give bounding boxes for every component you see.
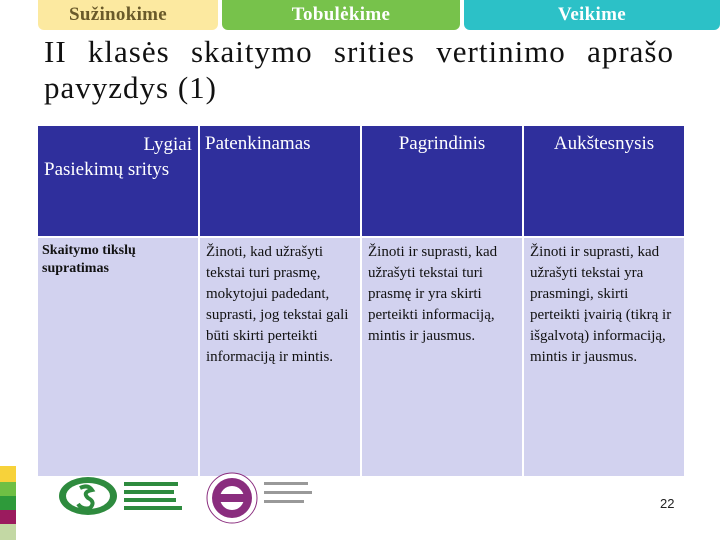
header-levels-label: Lygiai bbox=[143, 134, 192, 155]
row-cell-aukstesnysis: Žinoti ir suprasti, kad užrašyti tekstai yra prasmingi, skirti perteikti įvairią (tikrą ir išgalvotą) informaciją, mintis ir jausmus. bbox=[524, 238, 684, 476]
tab-veikime[interactable] bbox=[464, 0, 720, 30]
header-areas-label: Pasiekimų sritys bbox=[44, 159, 170, 180]
row-cell-patenkinamas: Žinoti, kad užrašyti tekstai turi prasmę, mokytojui padedant, suprasti, jog tekstai gali būti skirti perteikti informaciją ir mintis. bbox=[200, 238, 360, 476]
page-number: 22 bbox=[660, 496, 675, 511]
header-level-aukstesnysis: Aukštesnysis bbox=[524, 126, 684, 236]
ugdymo-pletotes-centras-logo bbox=[206, 472, 326, 524]
ministry-logo bbox=[58, 474, 188, 518]
assessment-table bbox=[38, 126, 684, 476]
tab-suzinokime[interactable] bbox=[38, 0, 218, 30]
header-level-patenkinamas: Patenkinamas bbox=[200, 126, 360, 236]
header-corner-cell bbox=[38, 126, 198, 236]
tab-label: Sužinokime bbox=[68, 4, 168, 25]
row-area-cell: Skaitymo tikslų supratimas bbox=[38, 238, 198, 476]
row-cell-pagrindinis: Žinoti ir suprasti, kad užrašyti tekstai turi prasmę ir yra skirti perteikti informaciją, mintis ir jausmus. bbox=[362, 238, 522, 476]
tab-tobulekime[interactable] bbox=[222, 0, 460, 30]
slide-title: II klasės skaitymo srities vertinimo aprašo pavyzdys (1) bbox=[44, 34, 674, 105]
header-level-pagrindinis: Pagrindinis bbox=[362, 126, 522, 236]
tab-label: Veikime bbox=[558, 4, 626, 25]
tab-label: Tobulėkime bbox=[291, 4, 391, 25]
